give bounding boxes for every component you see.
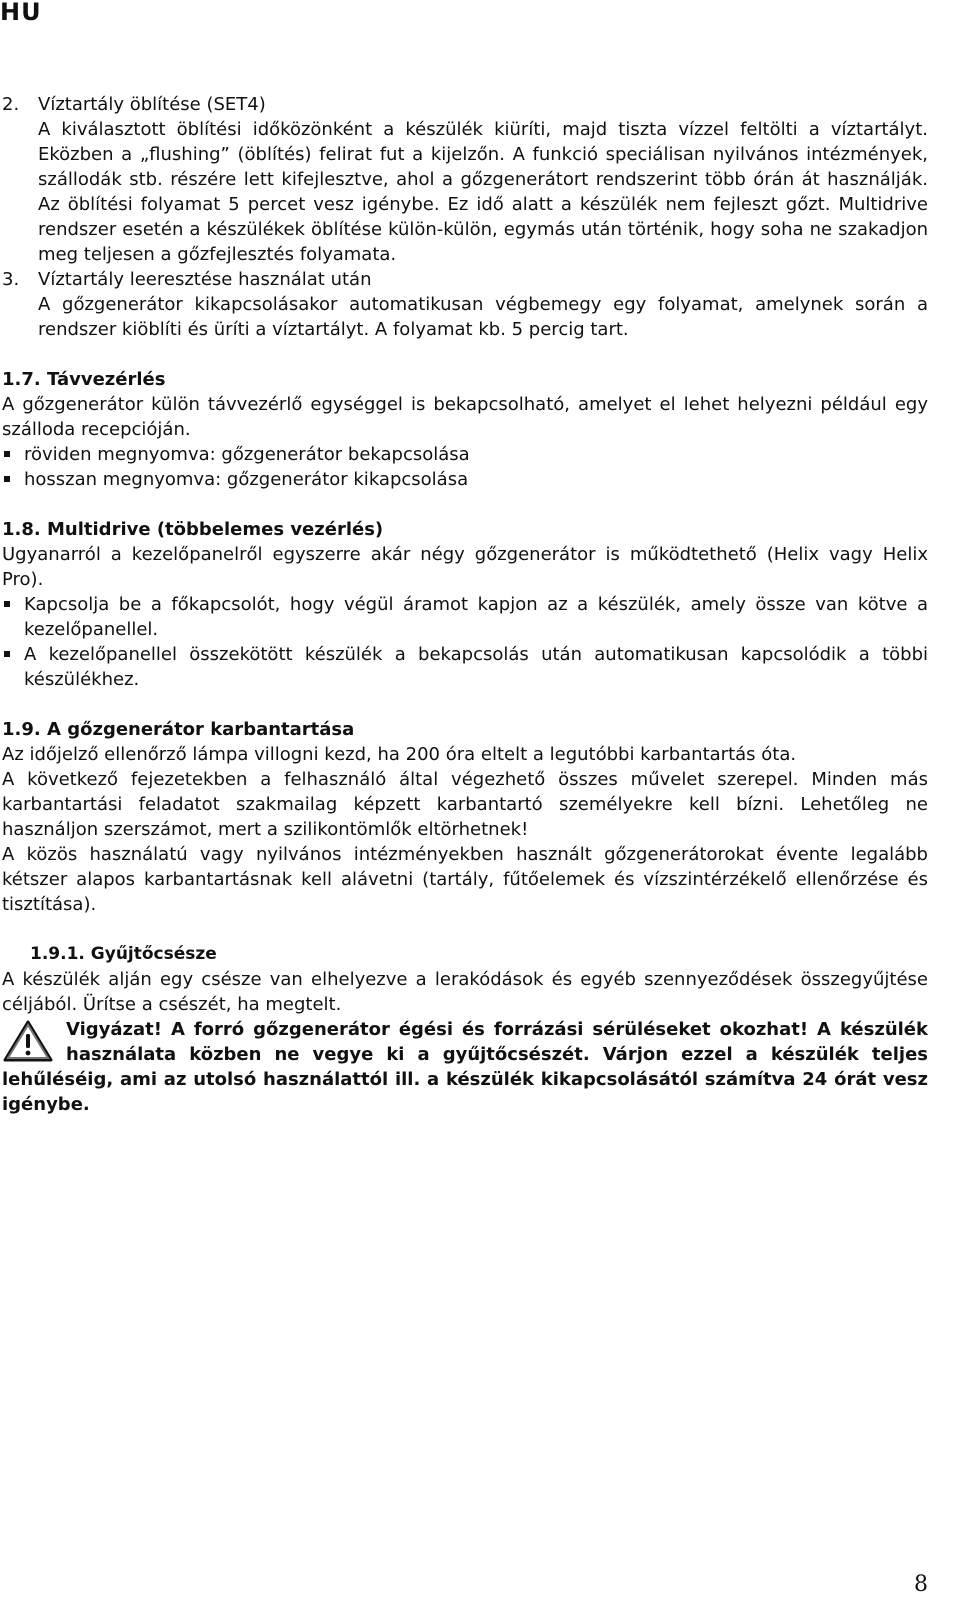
section-1-9-1-title: 1.9.1. Gyűjtőcsésze [30, 944, 217, 964]
section-1-9-number: 1.9. [2, 719, 41, 740]
section-1-8-title: Multidrive (többelemes vezérlés) [47, 519, 384, 540]
list-item: röviden megnyomva: gőzgenerátor bekapcsolása [2, 442, 928, 467]
warning-triangle-icon [2, 1019, 54, 1063]
list-item: A kezelőpanellel összekötött készülék a bekapcsolás után automatikusan kapcsolódik a többi készülékhez. [2, 642, 928, 692]
list-item: Kapcsolja be a főkapcsolót, hogy végül áramot kapjon az a készülék, amely össze van kötve a kezelőpanellel. [2, 592, 928, 642]
item-3 [2, 267, 928, 342]
item-2-title: Víztartály öblítése (SET4) [38, 94, 266, 115]
language-code: HU [0, 0, 42, 26]
section-1-9-1-text: A készülék alján egy csésze van elhelyezve a lerakódások és egyéb szennyeződések összegyűjtése céljából. Ürítse a csészét, ha megtelt. [2, 969, 928, 1015]
section-1-8-text: Ugyanarról a kezelőpanelről egyszerre akár négy gőzgenerátor is működtethető (Helix vagy Helix Pro). [2, 544, 928, 590]
section-1-9-1 [2, 942, 928, 1117]
item-3-title: Víztartály leeresztése használat után [38, 269, 372, 290]
document-body [2, 92, 928, 1117]
warning-text: Vigyázat! A forró gőzgenerátor égési és forrázási sérüléseket okozhat! A készülék használata közben ne vegye ki a gyűjtőcsészét. Várjon ezzel a készülék teljes lehűléséig, ami az utolsó használattól ill. a készülék kikapcsolásától számítva 24 órát vesz igénybe. [2, 1019, 928, 1115]
section-1-9-paragraph-1: Az időjelző ellenőrző lámpa villogni kezd, ha 200 óra eltelt a legutóbbi karbantartás óta. [2, 744, 797, 765]
section-1-7-number: 1.7. [2, 369, 41, 390]
item-3-number: 3. [2, 269, 20, 290]
section-1-7 [2, 367, 928, 492]
section-1-9-title: A gőzgenerátor karbantartása [47, 719, 355, 740]
item-2-number: 2. [2, 94, 20, 115]
page-number: 8 [914, 1572, 928, 1597]
item-2 [2, 92, 928, 267]
section-1-8 [2, 517, 928, 692]
item-3-text: A gőzgenerátor kikapcsolásakor automatikusan végbemegy egy folyamat, amelynek során a rendszer kiöblíti és üríti a víztartályt. A folyamat kb. 5 percig tart. [38, 294, 928, 340]
section-1-9-paragraph-3: A közös használatú vagy nyilvános intézményekben használt gőzgenerátorokat évente legalább kétszer alapos karbantartásnak kell alávetni (tartály, fűtőelemek és vízszintérzékelő ellenőrzése és tisztítása). [2, 844, 928, 915]
section-1-7-text: A gőzgenerátor külön távvezérlő egységgel is bekapcsolható, amelyet el lehet helyezni például egy szálloda recepcióján. [2, 394, 928, 440]
item-2-text: A kiválasztott öblítési időközönként a készülék kiüríti, majd tiszta vízzel feltölti a víztartályt. Eközben a „flushing” (öblítés) felirat fut a kijelzőn. A funkció speciálisan nyilvános intézmények, szállodák stb. részére lett kifejlesztve, ahol a gőzgenerátort rendszerint több órán át használják. Az öblítési folyamat 5 percet vesz igénybe. Ez idő alatt a készülék nem fejleszt gőzt. Multidrive rendszer esetén a készülékek öblítése külön-külön, egymás után történik, hogy soha ne szakadjon meg teljesen a gőzfejlesztés folyamata. [38, 119, 928, 265]
section-1-8-number: 1.8. [2, 519, 41, 540]
section-1-7-title: Távvezérlés [47, 369, 166, 390]
warning-block [2, 1017, 928, 1117]
list-item: hosszan megnyomva: gőzgenerátor kikapcsolása [2, 467, 928, 492]
section-1-9-paragraph-2: A következő fejezetekben a felhasználó által végezhető összes művelet szerepel. Minden más karbantartási feladatot szakmailag képzett karbantartó személyekre kell bízni. Lehetőleg ne használjon szerszámot, mert a szilikontömlők eltörhetnek! [2, 769, 928, 840]
section-1-9 [2, 717, 928, 917]
